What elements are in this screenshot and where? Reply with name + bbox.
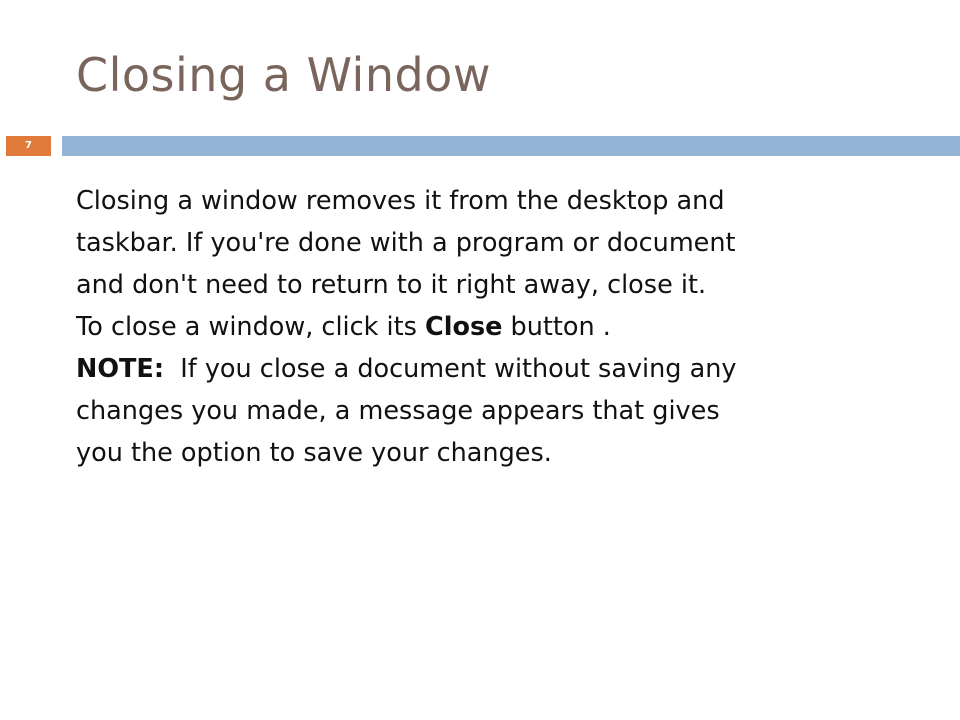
slide-body xyxy=(76,180,896,474)
instruction-text: To close a window, click its xyxy=(76,312,425,342)
body-paragraph-closing xyxy=(76,180,896,306)
slide-title: Closing a Window xyxy=(76,48,491,102)
paragraph-line: Closing a window removes it from the desktop and xyxy=(76,186,725,216)
slide-number: 7 xyxy=(6,136,51,156)
note-first-line xyxy=(76,348,896,390)
instruction-text-end: button . xyxy=(502,312,611,342)
paragraph-line: changes you made, a message appears that gives xyxy=(76,396,720,426)
paragraph-line: and don't need to return to it right away, close it. xyxy=(76,270,707,300)
title-divider-bar xyxy=(62,136,960,156)
paragraph-line: you the option to save your changes. xyxy=(76,438,552,468)
close-button-label: Close xyxy=(424,312,503,342)
body-paragraph-note xyxy=(76,348,896,474)
body-paragraph-instruction xyxy=(76,306,896,348)
paragraph-line: taskbar. If you're done with a program or document xyxy=(76,228,736,258)
note-text: If you close a document without saving any xyxy=(164,354,737,384)
note-label: NOTE: xyxy=(76,354,165,384)
